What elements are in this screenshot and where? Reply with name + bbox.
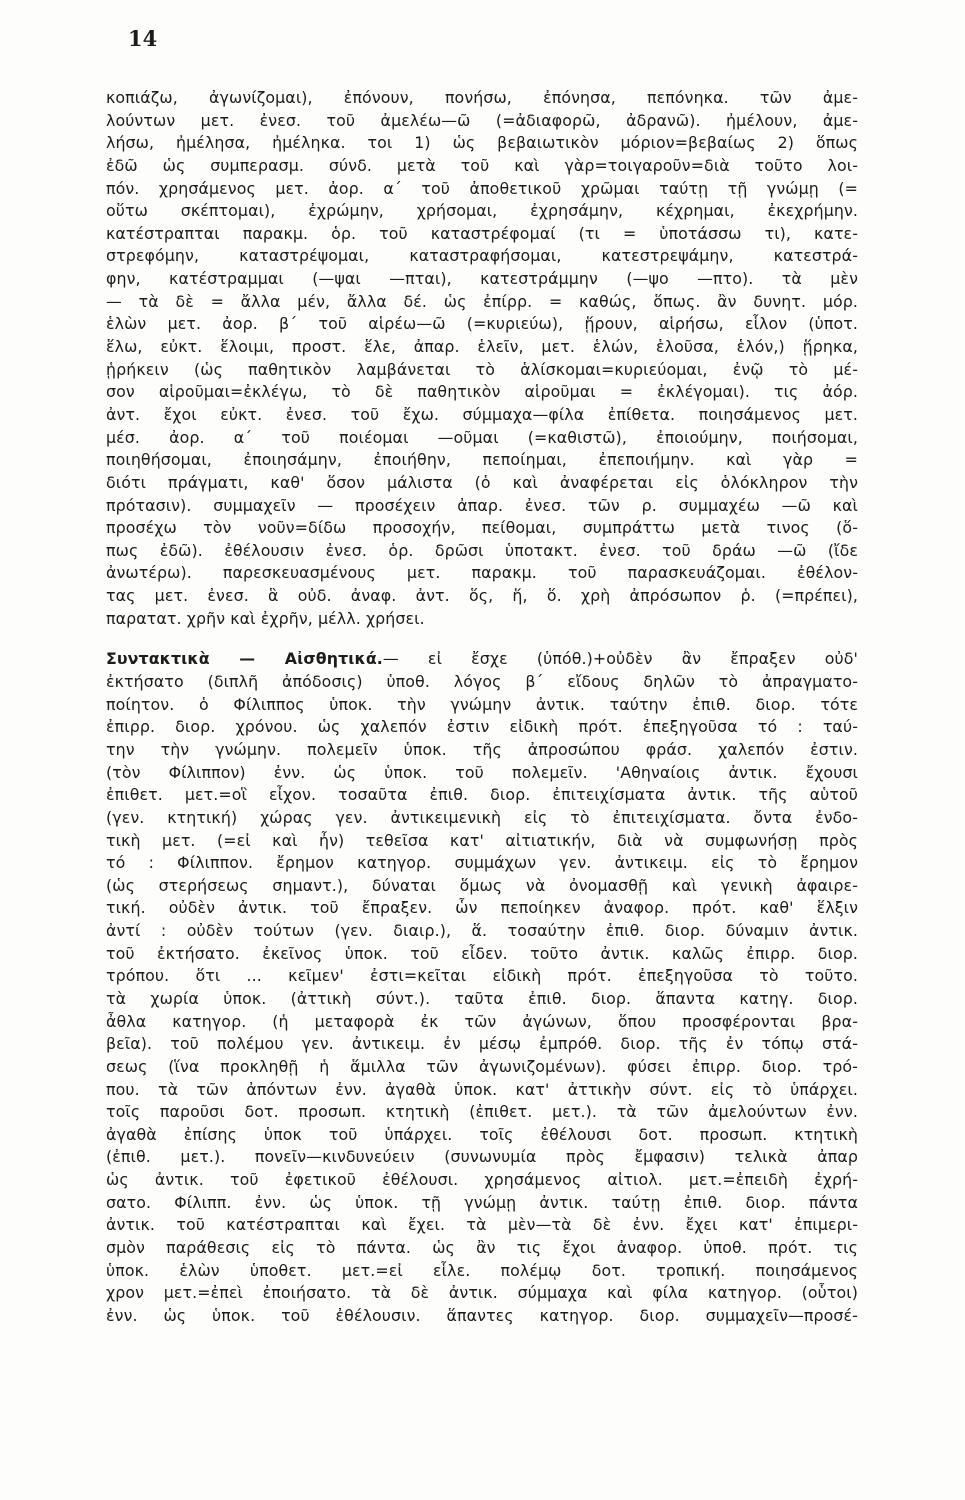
text-line: πρότασιν). συμμαχεῖν — προσέχειν ἀπαρ. ἐνεσ. τῶν ρ. συμμαχέω —ῶ καὶ [106,495,858,515]
text-line: πόν. χρησάμενος μετ. ἀορ. α΄ τοῦ ἀποθετικοῦ χρῶμαι ταύτῃ τῇ γνώμῃ (= [106,178,858,198]
text-line: ἐδῶ ὡς συμπερασμ. σύνδ. μετὰ τοῦ καὶ γὰρ=τοιγαροῦν=διὰ τοῦτο λοι- [106,155,858,175]
text-line: ἐκτήσατο (διπλῆ ἀπόδοσις) ὑποθ. λόγος β΄ εἴδους δηλῶν τὸ ἀπραγματο- [106,672,858,692]
text-line: λούντων μετ. ἐνεσ. τοῦ ἀμελέω—ῶ (=ἀδιαφορῶ, ἀδρανῶ). ἠμέλουν, ἀμε- [106,110,858,130]
text-line: οὕτω σκέπτομαι), ἐχρώμην, χρήσομαι, ἐχρησάμην, κέχρημαι, ἐκεχρήμην. [106,201,858,221]
text-line [106,1328,858,1351]
text-line: ἕλω, εὐκτ. ἕλοιμι, προστ. ἕλε, ἀπαρ. ἑλεῖν, μετ. ἑλών, ἑλοῦσα, ἑλόν,) ᾕρηκα, [106,337,858,357]
text-line: χρον μετ.=ἐπεὶ ἐποιήσατο. τὰ δὲ ἀντικ. σύμμαχα καὶ φίλα κατηγορ. (οὗτοι) [106,1283,858,1303]
text-line: (ὡς στερήσεως σημαντ.), δύναται ὅμως νὰ ὀνομασθῇ καὶ γενικὴ ἀφαιρε- [106,875,858,895]
text-line: φην, κατέστραμμαι (—ψαι —πται), κατεστράμμην (—ψο —πτο). τὰ μὲν [106,269,858,289]
text-line: ἀγαθὰ ἐπίσης ὑποκ τοῦ ὑπάρχει. τοῖς ἐθέλουσι δοτ. προσωπ. κτητικὴ [106,1124,858,1144]
text-line: ποίητον. ὁ Φίλιππος ὑποκ. τὴν γνώμην ἀντικ. ταύτην ἐπιθ. διορ. τότε [106,694,858,714]
text-line: μέσ. ἀορ. α΄ τοῦ ποιέομαι —οῦμαι (=καθιστῶ), ἐποιούμην, ποιήσομαι, [106,427,858,447]
text-line: (ἐπιθ. μετ.). πονεῖν—κινδυνεύειν (συνωνυμία πρὸς ἔμφασιν) τελικὰ ἀπαρ [106,1147,858,1167]
page-number: 14 [128,26,158,51]
section-heading: Συντακτικὰ — Αἰσθητικά. [106,649,383,669]
text-line: (γεν. κτητική) χώρας γεν. ἀντικειμενικὴ εἰς τὸ ἐπιτειχίσματα. ὄντα ἐνδο- [106,807,858,827]
text-line: ἀντικ. τοῦ κατέστραπται καὶ ἔχει. τὰ μὲν—τὰ δὲ ἐνν. ἔχει κατ' ἐπιμερι- [106,1215,858,1235]
text-line: ἆθλα κατηγορ. (ἡ μεταφορὰ ἐκ τῶν ἀγώνων, ὅπου προσφέρονται βρα- [106,1011,858,1031]
text-line: προσέχω τὸν νοῦν=δίδω προσοχήν, πείθομαι, συμπράττω μετὰ τινος (ὅ- [106,518,858,538]
text-line: διότι πράγματι, καθ' ὅσον μάλιστα (ὁ καὶ ἀναφέρεται εἰς ὁλόκληρον τὴν [106,472,858,492]
text-line: — τὰ δὲ = ἄλλα μέν, ἄλλα δέ. ὡς ἐπίρρ. = καθώς, ὅπως. ἂν δυνητ. μόρ. [106,291,858,311]
text-line: τοῖς παροῦσι δοτ. προσωπ. κτητικὴ (ἐπιθετ. μετ.). τὰ τῶν ἀμελούντων ἐνν. [106,1102,858,1122]
text-line: την τὴν γνώμην. πολεμεῖν ὑποκ. τῆς ἀπροσώπου φράσ. χαλεπόν ἐστιν. [106,739,858,759]
paragraph-syntax [106,648,858,1350]
text-line: τικὴ μετ. (=εἰ καὶ ἦν) τεθεῖσα κατ' αἰτιατικήν, διὰ νὰ συμφωνήσῃ πρὸς [106,830,858,850]
text-line: βεῖα). τοῦ πολέμου γεν. ἀντικειμ. ἐν μέσῳ ἐμπρόθ. διορ. τῆς ἐν τόπῳ στά- [106,1034,858,1054]
text-line: τρόπου. ὅτι ... κεῖμεν' ἐστι=κεῖται εἰδικὴ πρότ. ἐπεξηγοῦσα τὸ τοῦτο. [106,966,858,986]
text-line: σον αἱροῦμαι=ἐκλέγω, τὸ δὲ παθητικὸν αἱροῦμαι = ἐκλέγομαι). τις ἀόρ. [106,382,858,402]
text-line: πως ἐδῶ). ἐθέλουσιν ἐνεσ. ὁρ. δρῶσι ὑποτακτ. ἐνεσ. τοῦ δράω —ῶ (ἴδε [106,540,858,560]
text-line: σμὸν παράθεσις εἰς τὸ πάντα. ὡς ἂν τις ἔχοι ἀναφορ. ὑποθ. πρότ. τις [106,1238,858,1258]
text-line: ὡς ἀντικ. τοῦ ἐφετικοῦ ἐθέλουσι. χρησάμενος αἰτιολ. μετ.=ἐπειδὴ ἐχρή- [106,1170,858,1190]
text-line: ὑποκ. ἑλὼν ὑποθετ. μετ.=εἰ εἷλε. πολέμῳ δοτ. τροπική. ποιησάμενος [106,1260,858,1280]
text-line: ἀντί : οὐδὲν τούτων (γεν. διαιρ.), ἅ. τοσαύτην ἐπιθ. διορ. δύναμιν ἀντικ. [106,921,858,941]
text-line: (τὸν Φίλιππον) ἐνν. ὡς ὑποκ. τοῦ πολεμεῖν. 'Αθηναίοις ἀντικ. ἔχουσι [106,762,858,782]
text-line: κοπιάζω, ἀγωνίζομαι), ἐπόνουν, πονήσω, ἐπόνησα, πεπόνηκα. τῶν ἀμε- [106,88,858,107]
text-line: λήσω, ἠμέλησα, ἠμέληκα. τοι 1) ὡς βεβαιωτικὸν μόριον=βεβαίως 2) ὅπως [106,133,858,153]
text-line: σατο. Φίλιππ. ἐνν. ὡς ὑποκ. τῇ γνώμῃ ἀντικ. ταύτῃ ἐπιθ. διορ. πάντα [106,1192,858,1212]
text-line: τική. οὐδὲν ἀντικ. τοῦ ἔπραξεν. ὧν πεποίηκεν ἀναφορ. πρότ. καθ' ἕλξιν [106,898,858,918]
text-line: ποιηθήσομαι, ἐποιησάμην, ἐποιήθην, πεποίημαι, ἐπεποιήμην. καὶ γὰρ = [106,450,858,470]
text-line: σεως (ἵνα προκληθῇ ἡ ἅμιλλα τῶν ἀγωνιζομένων). φύσει ἐπιρρ. διορ. τρό- [106,1056,858,1076]
text-line: ἀντ. ἔχοι εὐκτ. ἐνεσ. τοῦ ἔχω. σύμμαχα—φίλα ἐπίθετα. ποιησάμενος μετ. [106,404,858,424]
text-line: τοῦ ἐκτήσατο. ἐκεῖνος ὑποκ. τοῦ εἶδεν. τοῦτο ἀντικ. καλῶς ἐπιρρ. διορ. [106,943,858,963]
text-line: στρεφόμην, καταστρέψομαι, καταστραφήσομαι, κατεστρεψάμην, κατεστρά- [106,246,858,266]
text-line: κατέστραπται παρακμ. ὁρ. τοῦ καταστρέφομαί (τι = ὑποτάσσω τι), κατε- [106,223,858,243]
text-line: ἐπιρρ. διορ. χρόνου. ὡς χαλεπόν ἐστιν εἰδικὴ πρότ. ἐπεξηγοῦσα τό : ταύ- [106,717,858,737]
text-line: ᾑρήκειν (ὡς παθητικὸν λαμβάνεται τὸ ἁλίσκομαι=κυριεύομαι, ἐνῷ τὸ μέ- [106,359,858,379]
section-heading-line [106,648,858,671]
text-line: τό : Φίλιππον. ἔρημον κατηγορ. συμμάχων γεν. ἀντικειμ. εἰς τὸ ἔρημον [106,853,858,873]
paragraph-vocabulary [106,87,858,630]
text-line: ἐνν. ὡς ὑποκ. τοῦ ἐθέλουσιν. ἅπαντες κατηγορ. διορ. συμμαχεῖν—προσέ- [106,1305,858,1325]
text-line: ἑλὼν μετ. ἀορ. β΄ τοῦ αἱρέω—ῶ (=κυριεύω), ᾕρουν, αἱρήσω, εἷλον (ὑποτ. [106,314,858,334]
main-text [106,87,858,1350]
text-line: ἐπιθετ. μετ.=οἳ εἶχον. τοσαῦτα ἐπιθ. διορ. ἐπιτειχίσματα ἀντικ. τῆς αὑτοῦ [106,785,858,805]
text-line: τας μετ. ἐνεσ. ἃ οὐδ. ἀναφ. ἀντ. ὅς, ἥ, ὅ. χρὴ ἀπρόσωπον ῥ. (=πρέπει), [106,586,858,606]
text-line: που. τὰ τῶν ἀπόντων ἐνν. ἀγαθὰ ὑποκ. κατ' ἀττικὴν σύντ. εἰς τὸ ὑπάρχει. [106,1079,858,1099]
text-line-rest: — εἰ ἔσχε (ὑπόθ.)+οὐδὲν ἂν ἔπραξεν οὐδ' [382,649,858,669]
text-line: ἀνωτέρω). παρεσκευασμένους μετ. παρακμ. τοῦ παρασκευάζομαι. ἐθέλον- [106,563,858,583]
text-line: παρατατ. χρῆν καὶ ἐχρῆν, μέλλ. χρήσει. [106,608,425,628]
text-line: τὰ χωρία ὑποκ. (ἀττικὴ σύντ.). ταῦτα ἐπιθ. διορ. ἅπαντα κατηγ. διορ. [106,988,858,1008]
